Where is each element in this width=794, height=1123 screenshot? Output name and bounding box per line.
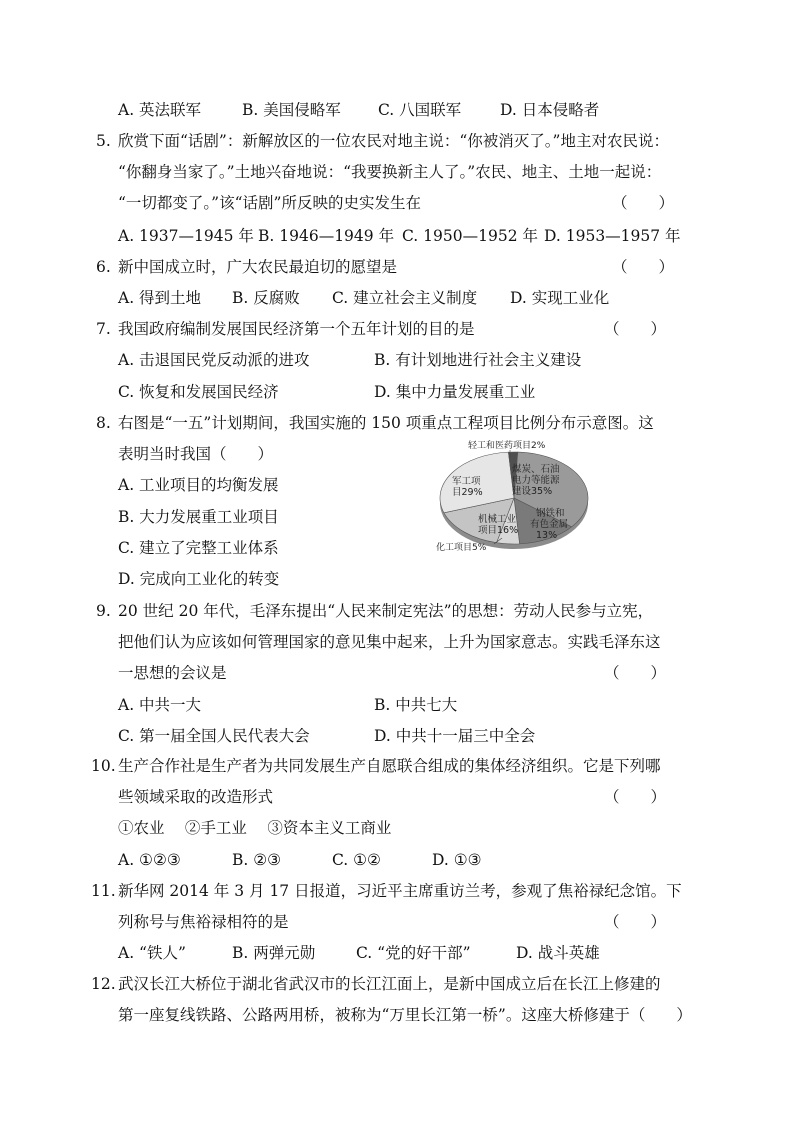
q9-option-b: B. 中共七大 (374, 696, 458, 714)
q5-stem-line-2: “你翻身当家了。”土地兴奋地说：“我要换新主人了。”农民、地主、土地一起说： (118, 163, 662, 181)
q8-option-d: D. 完成向工业化的转变 (118, 570, 280, 588)
q11-option-d: D. 战斗英雄 (516, 944, 600, 962)
q9-option-a: A. 中共一大 (118, 696, 202, 714)
q12-number: 12. (91, 975, 116, 993)
q8-option-c: C. 建立了完整工业体系 (118, 539, 279, 557)
q10-stem-line-2: 些领域采取的改造形式 (118, 788, 274, 806)
q6-option-b: B. 反腐败 (232, 289, 300, 307)
q9-number: 9. (96, 602, 111, 620)
q9-stem-line-1: 20 世纪 20 年代，毛泽东提出“人民来制定宪法”的思想：劳动人民参与立宪， (118, 602, 654, 620)
pie-label-machine-1: 机械工业 (478, 514, 517, 525)
q12-stem-line-2: 第一座复线铁路、公路两用桥，被称为“万里长江第一桥”。这座大桥修建于（ ） (118, 1006, 692, 1024)
q5-option-a: A. 1937—1945 年 (118, 227, 254, 245)
q4-option-b: B. 美国侵略军 (242, 101, 341, 119)
q5-option-d: D. 1953—1957 年 (544, 227, 681, 245)
q7-option-d: D. 集中力量发展重工业 (374, 383, 536, 401)
q7-option-a: A. 击退国民党反动派的进攻 (118, 351, 310, 369)
pie-label-energy-1: 煤炭、石油 (512, 464, 560, 475)
pie-label-chemical: 化工项目5% (436, 543, 487, 553)
pie-label-energy-2: 电力等能源 (512, 475, 560, 486)
q9-answer-paren: （ ） (604, 664, 667, 682)
q7-option-c: C. 恢复和发展国民经济 (118, 383, 279, 401)
q11-answer-paren: （ ） (604, 913, 667, 931)
pie-label-military-2: 目29% (452, 487, 483, 498)
q11-option-b: B. 两弹元勋 (232, 944, 316, 962)
pie-label-light-industry: 轻工和医药项目2% (468, 441, 546, 451)
q8-number: 8. (96, 414, 111, 432)
q8-stem-line-2: 表明当时我国（ ） (118, 445, 274, 463)
pie-label-energy-3: 建设35% (512, 486, 553, 497)
q6-number: 6. (96, 258, 111, 276)
q6-option-d: D. 实现工业化 (510, 289, 610, 307)
q10-option-a: A. ①②③ (118, 851, 181, 869)
pie-label-machine-2: 项目16% (478, 525, 519, 536)
q10-stem-line-1: 生产合作社是生产者为共同发展生产自愿联合组成的集体经济组织。它是下列哪 (118, 757, 661, 775)
q7-answer-paren: （ ） (604, 320, 667, 338)
pie-label-metal-2: 有色金属 (530, 519, 569, 530)
q11-stem-line-2: 列称号与焦裕禄相符的是 (118, 913, 289, 931)
q4-option-a: A. 英法联军 (118, 101, 202, 119)
q5-stem-line-1: 欣赏下面“话剧”：新解放区的一位农民对地主说：“你被消灭了。”地主对农民说： (118, 132, 669, 150)
q6-answer-paren: （ ） (612, 258, 675, 276)
q8-stem-line-1: 右图是“一五”计划期间，我国实施的 150 项重点工程项目比例分布示意图。这 (118, 414, 654, 432)
pie-label-metal-3: 13% (536, 530, 558, 541)
pie-label-metal-1: 钢铁和 (536, 508, 565, 519)
q10-items: ①农业 ②手工业 ③资本主义工商业 (118, 819, 392, 837)
q5-number: 5. (96, 132, 111, 150)
q5-option-b: B. 1946—1949 年 (258, 227, 395, 245)
q7-option-b: B. 有计划地进行社会主义建设 (374, 351, 582, 369)
q5-answer-paren: （ ） (612, 194, 675, 212)
q11-stem-line-1: 新华网 2014 年 3 月 17 日报道，习近平主席重访兰考，参观了焦裕禄纪念馆。下 (118, 882, 682, 900)
q7-number: 7. (96, 320, 111, 338)
q4-option-c: C. 八国联军 (378, 101, 462, 119)
q11-option-a: A. “铁人” (118, 944, 186, 962)
q5-option-c: C. 1950—1952 年 (402, 227, 538, 245)
q8-option-a: A. 工业项目的均衡发展 (118, 476, 279, 494)
pie-chart-svg (432, 436, 662, 556)
q9-option-c: C. 第一届全国人民代表大会 (118, 727, 310, 745)
q7-stem: 我国政府编制发展国民经济第一个五年计划的目的是 (118, 320, 475, 338)
q6-stem: 新中国成立时，广大农民最迫切的愿望是 (118, 258, 398, 276)
q12-stem-line-1: 武汉长江大桥位于湖北省武汉市的长江江面上，是新中国成立后在长江上修建的 (118, 975, 661, 993)
q11-number: 11. (91, 882, 116, 900)
q9-stem-line-3: 一思想的会议是 (118, 664, 227, 682)
q9-stem-line-2: 把他们认为应该如何管理国家的意见集中起来，上升为国家意志。实践毛泽东这 (118, 633, 661, 651)
q4-option-d: D. 日本侵略者 (500, 101, 600, 119)
q10-option-c: C. ①② (332, 851, 381, 869)
q6-option-c: C. 建立社会主义制度 (332, 289, 478, 307)
q5-stem-line-3: “一切都变了。”该“话剧”所反映的史实发生在 (118, 194, 421, 212)
q6-option-a: A. 得到土地 (118, 289, 202, 307)
q10-answer-paren: （ ） (604, 788, 667, 806)
q8-option-b: B. 大力发展重工业项目 (118, 508, 279, 526)
q10-option-b: B. ②③ (232, 851, 282, 869)
q11-option-c: C. “党的好干部” (356, 944, 471, 962)
q8-pie-chart (432, 436, 662, 556)
q10-number: 10. (91, 757, 116, 775)
q9-option-d: D. 中共十一届三中全会 (374, 727, 536, 745)
pie-label-military-1: 军工项 (452, 476, 481, 487)
q10-option-d: D. ①③ (432, 851, 482, 869)
